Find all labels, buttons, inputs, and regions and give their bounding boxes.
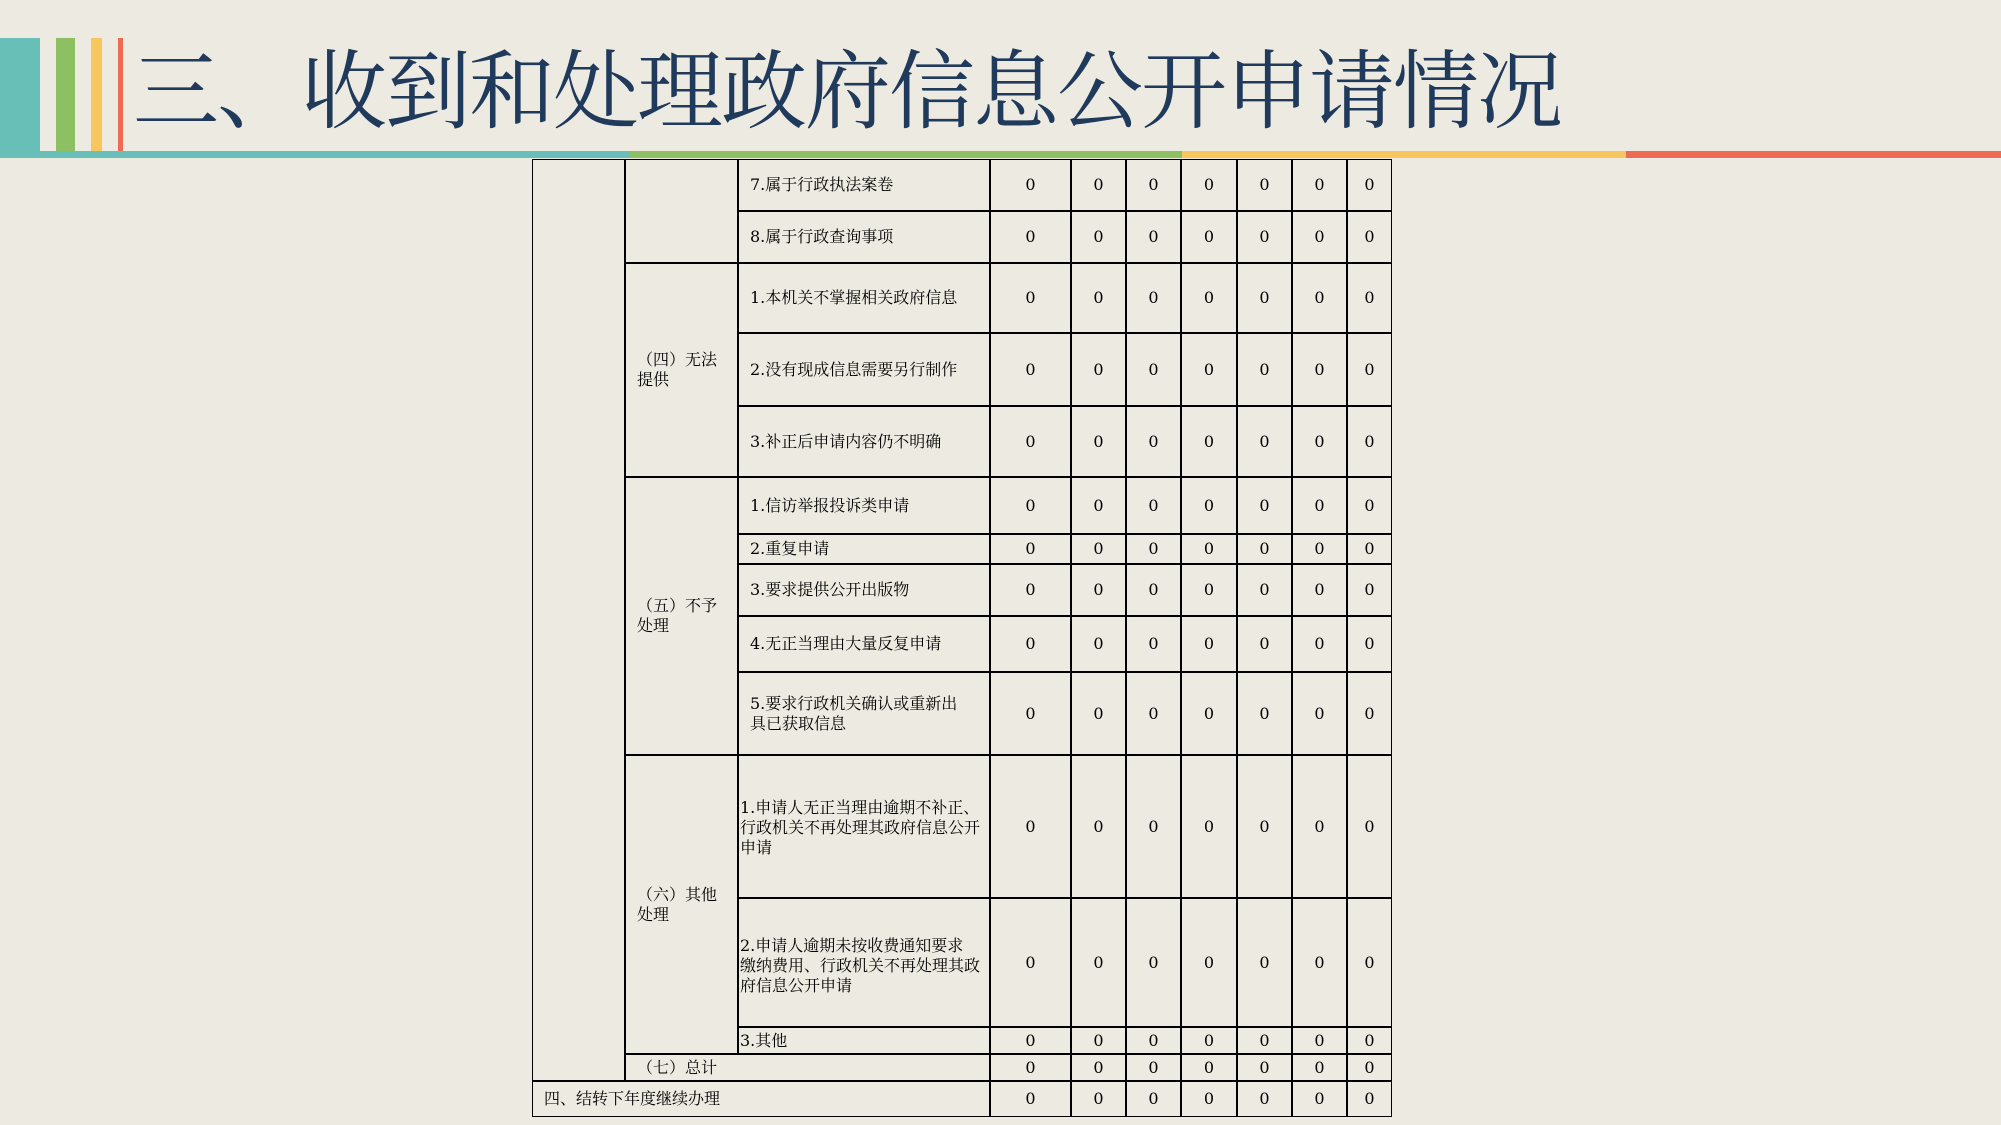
- value-cell-text: 0: [1364, 1030, 1375, 1050]
- divider-green: [630, 151, 1182, 158]
- value-cell-text: 0: [1203, 288, 1215, 307]
- value-cell-text: 0: [1148, 359, 1159, 379]
- value-cell-text: 0: [1148, 431, 1159, 451]
- value-cell-text: 0: [1259, 1030, 1270, 1050]
- total-label: （七）总计: [637, 1057, 718, 1077]
- value-cell-text: 0: [1203, 431, 1215, 451]
- value-cell-text: 0: [1259, 580, 1270, 599]
- value-cell-text: 0: [1148, 1030, 1159, 1050]
- page-title: 三、收到和处理政府信息公开申请情况: [133, 42, 1561, 142]
- value-cell-text: 0: [1364, 1089, 1375, 1108]
- group-label: （六）其他 处理: [637, 884, 718, 924]
- decor-bar-green: [56, 38, 75, 151]
- value-cell-text: 0: [1093, 580, 1104, 599]
- divider-yellow: [1182, 151, 1626, 158]
- value-cell-text: 0: [1314, 1057, 1325, 1077]
- row-label: 5.要求行政机关确认或重新出 具已获取信息: [750, 693, 958, 733]
- value-cell-text: 0: [1314, 175, 1325, 194]
- value-cell-text: 0: [1148, 703, 1159, 723]
- value-cell-text: 0: [1203, 952, 1215, 972]
- value-cell-text: 0: [1025, 580, 1036, 599]
- value-cell-text: 0: [1203, 1057, 1215, 1077]
- value-cell-text: 0: [1259, 816, 1270, 836]
- value-cell-text: 0: [1203, 1089, 1215, 1108]
- value-cell-text: 0: [1025, 175, 1036, 194]
- value-cell-text: 0: [1093, 495, 1104, 515]
- value-cell-text: 0: [1203, 539, 1215, 558]
- value-cell-text: 0: [1364, 431, 1375, 451]
- value-cell-text: 0: [1203, 703, 1215, 723]
- value-cell-text: 0: [1314, 539, 1325, 558]
- value-cell-text: 0: [1025, 634, 1036, 653]
- row-label: 1.信访举报投诉类申请: [750, 495, 910, 515]
- value-cell-text: 0: [1025, 1030, 1036, 1050]
- value-cell-text: 0: [1025, 288, 1036, 307]
- value-cell-text: 0: [1364, 1057, 1375, 1077]
- value-cell-text: 0: [1364, 952, 1375, 972]
- value-cell-text: 0: [1148, 175, 1159, 194]
- row-label: 8.属于行政查询事项: [750, 227, 894, 246]
- value-cell-text: 0: [1259, 288, 1270, 307]
- value-cell-text: 0: [1364, 227, 1375, 246]
- value-cell-text: 0: [1093, 1089, 1104, 1108]
- carry-label: 四、结转下年度继续办理: [544, 1089, 721, 1108]
- value-cell-text: 0: [1314, 952, 1325, 972]
- value-cell-text: 0: [1203, 359, 1215, 379]
- value-cell-text: 0: [1148, 1057, 1159, 1077]
- value-cell-text: 0: [1314, 580, 1325, 599]
- value-cell-text: 0: [1364, 495, 1375, 515]
- value-cell-text: 0: [1025, 816, 1036, 836]
- value-cell-text: 0: [1025, 431, 1036, 451]
- value-cell-text: 0: [1148, 1089, 1159, 1108]
- value-cell-text: 0: [1093, 175, 1104, 194]
- decor-bar-teal: [0, 38, 40, 151]
- value-cell-text: 0: [1364, 359, 1375, 379]
- value-cell-text: 0: [1025, 703, 1036, 723]
- value-cell-text: 0: [1025, 1057, 1036, 1077]
- value-cell-text: 0: [1093, 703, 1104, 723]
- value-cell-text: 0: [1148, 495, 1159, 515]
- value-cell-text: 0: [1259, 227, 1270, 246]
- value-cell-text: 0: [1259, 952, 1270, 972]
- value-cell-text: 0: [1314, 634, 1325, 653]
- value-cell-text: 0: [1314, 227, 1325, 246]
- value-cell-text: 0: [1203, 1030, 1215, 1050]
- group-label: [637, 159, 736, 263]
- value-cell-text: 0: [1314, 1030, 1325, 1050]
- row-label: 2.重复申请: [750, 539, 830, 558]
- value-cell-text: 0: [1314, 288, 1325, 307]
- value-cell-text: 0: [1203, 227, 1215, 246]
- value-cell-text: 0: [1148, 580, 1159, 599]
- value-cell-text: 0: [1203, 495, 1215, 515]
- value-cell-text: 0: [1364, 580, 1375, 599]
- value-cell-text: 0: [1203, 580, 1215, 599]
- value-cell-text: 0: [1314, 703, 1325, 723]
- decor-bar-red: [118, 38, 123, 151]
- value-cell-text: 0: [1093, 1030, 1104, 1050]
- row-label: 1.申请人无正当理由逾期不补正、 行政机关不再处理其政府信息公开 申请: [740, 798, 981, 857]
- row-label: 3.要求提供公开出版物: [750, 580, 910, 599]
- value-cell-text: 0: [1364, 816, 1375, 836]
- value-cell-text: 0: [1259, 431, 1270, 451]
- value-cell-text: 0: [1259, 539, 1270, 558]
- value-cell-text: 0: [1314, 431, 1325, 451]
- value-cell-text: 0: [1025, 1089, 1036, 1108]
- value-cell-text: 0: [1314, 495, 1325, 515]
- value-cell-text: 0: [1025, 359, 1036, 379]
- value-cell-text: 0: [1093, 1057, 1104, 1077]
- value-cell-text: 0: [1364, 175, 1375, 194]
- row-label: 2.没有现成信息需要另行制作: [750, 359, 958, 379]
- decor-bar-yellow: [91, 38, 102, 151]
- divider-red: [1626, 151, 2001, 158]
- group-label: （四）无法 提供: [637, 350, 718, 389]
- row-label: 3.其他: [740, 1030, 788, 1050]
- value-cell-text: 0: [1025, 227, 1036, 246]
- value-cell-text: 0: [1148, 952, 1159, 972]
- value-cell-text: 0: [1259, 495, 1270, 515]
- row-label: 2.申请人逾期未按收费通知要求 缴纳费用、行政机关不再处理其政 府信息公开申请: [740, 936, 981, 995]
- value-cell-text: 0: [1025, 495, 1036, 515]
- value-cell-text: 0: [1093, 227, 1104, 246]
- value-cell-text: 0: [1314, 359, 1325, 379]
- value-cell-text: 0: [1025, 539, 1036, 558]
- row-label: 1.本机关不掌握相关政府信息: [750, 288, 958, 307]
- value-cell-text: 0: [1259, 1057, 1270, 1077]
- value-cell-text: 0: [1093, 952, 1104, 972]
- value-cell-text: 0: [1093, 816, 1104, 836]
- value-cell-text: 0: [1259, 1089, 1270, 1108]
- value-cell-text: 0: [1093, 634, 1104, 653]
- value-cell-text: 0: [1259, 175, 1270, 194]
- value-cell-text: 0: [1093, 539, 1104, 558]
- value-cell-text: 0: [1314, 1089, 1325, 1108]
- value-cell-text: 0: [1025, 952, 1036, 972]
- value-cell-text: 0: [1364, 634, 1375, 653]
- value-cell-text: 0: [1259, 634, 1270, 653]
- value-cell-text: 0: [1203, 175, 1215, 194]
- value-cell-text: 0: [1148, 634, 1159, 653]
- value-cell-text: 0: [1148, 816, 1159, 836]
- value-cell-text: 0: [1259, 703, 1270, 723]
- row-label: 3.补正后申请内容仍不明确: [750, 431, 942, 451]
- value-cell-text: 0: [1314, 816, 1325, 836]
- value-cell-text: 0: [1093, 431, 1104, 451]
- value-cell-text: 0: [1148, 227, 1159, 246]
- outer-category-cell: [532, 159, 625, 1081]
- value-cell-text: 0: [1364, 539, 1375, 558]
- group-label: （五）不予 处理: [637, 596, 718, 635]
- value-cell-text: 0: [1203, 634, 1215, 653]
- row-label: 4.无正当理由大量反复申请: [750, 634, 942, 653]
- value-cell-text: 0: [1148, 288, 1159, 307]
- value-cell-text: 0: [1093, 359, 1104, 379]
- value-cell-text: 0: [1093, 288, 1104, 307]
- divider-teal: [0, 151, 630, 158]
- value-cell-text: 0: [1148, 539, 1159, 558]
- value-cell-text: 0: [1203, 816, 1215, 836]
- value-cell-text: 0: [1364, 288, 1375, 307]
- value-cell-text: 0: [1364, 703, 1375, 723]
- value-cell-text: 0: [1259, 359, 1270, 379]
- row-label: 7.属于行政执法案卷: [750, 175, 894, 194]
